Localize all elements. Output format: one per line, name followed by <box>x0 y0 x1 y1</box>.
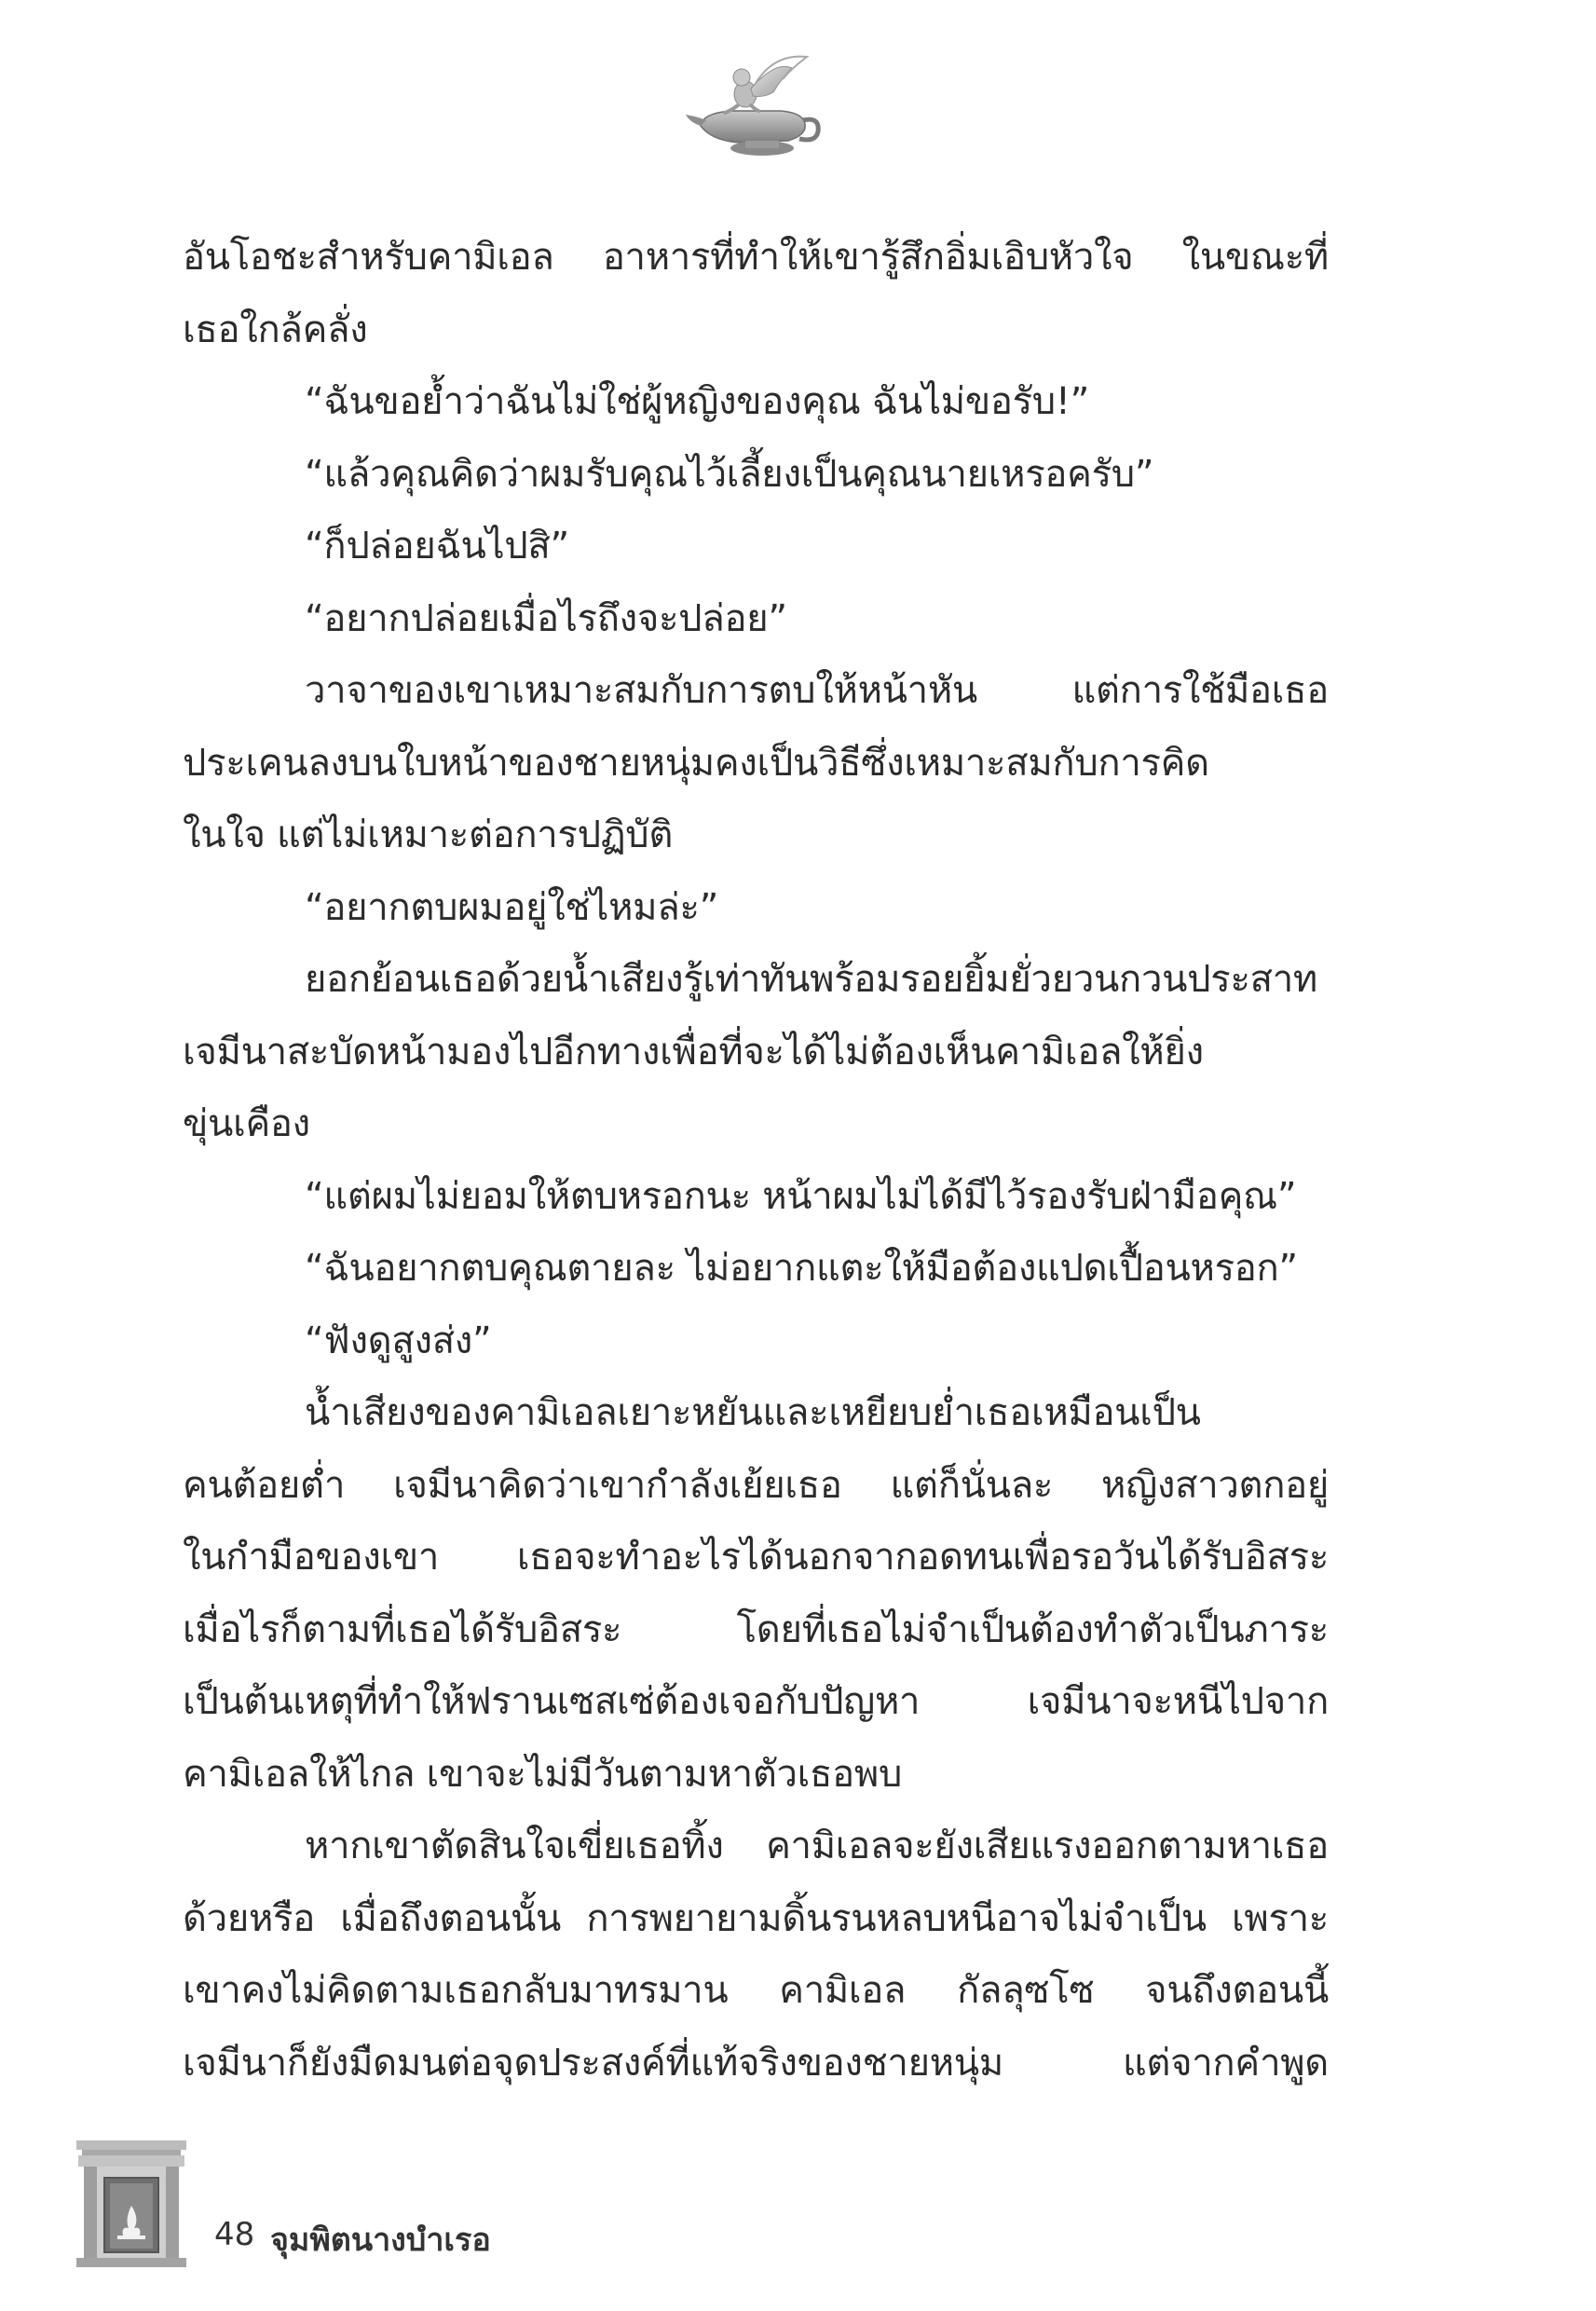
text-line: เมื่อไรก็ตามที่เธอได้รับอิสระ โดยที่เธอไม่จำเป็นต้องทำตัวเป็นภาระ <box>183 1607 1329 1651</box>
text-line: เจมีนาสะบัดหน้ามองไปอีกทางเพื่อที่จะได้ไม่ต้องเห็นคามิเอลให้ยิ่ง <box>183 1030 1204 1073</box>
text-line: “ก็ปล่อยฉันไปสิ” <box>305 525 569 567</box>
text-line: วาจาของเขาเหมาะสมกับการตบให้หน้าหัน แต่การใช้มือเธอ <box>305 669 1329 712</box>
text-line: อันโอชะสำหรับคามิเอล อาหารที่ทำให้เขารู้สึกอิ่มเอิบหัวใจ ในขณะที่ <box>183 236 1329 279</box>
text-line: คามิเอลให้ไกล เขาจะไม่มีวันตามหาตัวเธอพบ <box>183 1752 903 1796</box>
text-line: เป็นต้นเหตุที่ทำให้ฟรานเซสเซ่ต้องเจอกับปัญหา เจมีนาจะหนีไปจาก <box>183 1680 1329 1723</box>
book-title: จุมพิตนางบำเรอ <box>270 2222 491 2259</box>
page-number: 48 <box>214 2216 255 2253</box>
text-line: เจมีนาก็ยังมืดมนต่อจุดประสงค์ที่แท้จริงของชายหนุ่ม แต่จากคำพูด <box>183 2041 1329 2085</box>
text-line: “อยากปล่อยเมื่อไรถึงจะปล่อย” <box>305 596 787 640</box>
text-line: ขุ่นเคือง <box>183 1102 310 1145</box>
text-line: เขาคงไม่คิดตามเธอกลับมาทรมาน คามิเอล กัลลุซโซ จนถึงตอนนี้ <box>183 1969 1329 2012</box>
text-line: ยอกย้อนเธอด้วยน้ำเสียงรู้เท่าทันพร้อมรอยยิ้มยั่วยวนกวนประสาท <box>305 958 1317 1001</box>
text-line: ในใจ แต่ไม่เหมาะต่อการปฏิบัติ <box>183 814 674 856</box>
text-line: “ฉันอยากตบคุณตายละ ไม่อยากแตะให้มือต้องแปดเปื้อนหรอก” <box>305 1247 1298 1290</box>
text-line: “แล้วคุณคิดว่าผมรับคุณไว้เลี้ยงเป็นคุณนายเหรอครับ” <box>305 452 1154 496</box>
text-line: “อยากตบผมอยู่ใช่ไหมล่ะ” <box>305 885 719 929</box>
cupid-on-lamp-icon <box>684 51 824 161</box>
text-line: “ฉันขอย้ำว่าฉันไม่ใช่ผู้หญิงของคุณ ฉันไม่ขอรับ!” <box>305 380 1090 423</box>
text-line: ในกำมือของเขา เธอจะทำอะไรได้นอกจากอดทนเพื่อรอวันได้รับอิสระ <box>183 1536 1329 1579</box>
text-line: หากเขาตัดสินใจเขี่ยเธอทิ้ง คามิเอลจะยังเสียแรงออกตามหาเธอ <box>305 1825 1329 1867</box>
text-line: ด้วยหรือ เมื่อถึงตอนนั้น การพยายามดิ้นรนหลบหนีอาจไม่จำเป็น เพราะ <box>183 1896 1329 1940</box>
text-line: ประเคนลงบนใบหน้าของชายหนุ่มคงเป็นวิธีซึ่งเหมาะสมกับการคิด <box>183 741 1209 785</box>
text-line: น้ำเสียงของคามิเอลเยาะหยันและเหยียบย่ำเธอเหมือนเป็น <box>305 1391 1201 1434</box>
fireplace-icon <box>76 2140 186 2267</box>
body-text <box>183 222 1329 2099</box>
text-line: “ฟังดูสูงส่ง” <box>305 1319 492 1362</box>
text-line: เธอใกล้คลั่ง <box>183 308 368 351</box>
text-line: “แต่ผมไม่ยอมให้ตบหรอกนะ หน้าผมไม่ได้มีไว้รองรับฝ่ามือคุณ” <box>305 1174 1297 1218</box>
text-line: คนต้อยต่ำ เจมีนาคิดว่าเขากำลังเย้ยเธอ แต่ก็นั่นละ หญิงสาวตกอยู่ <box>183 1463 1329 1507</box>
